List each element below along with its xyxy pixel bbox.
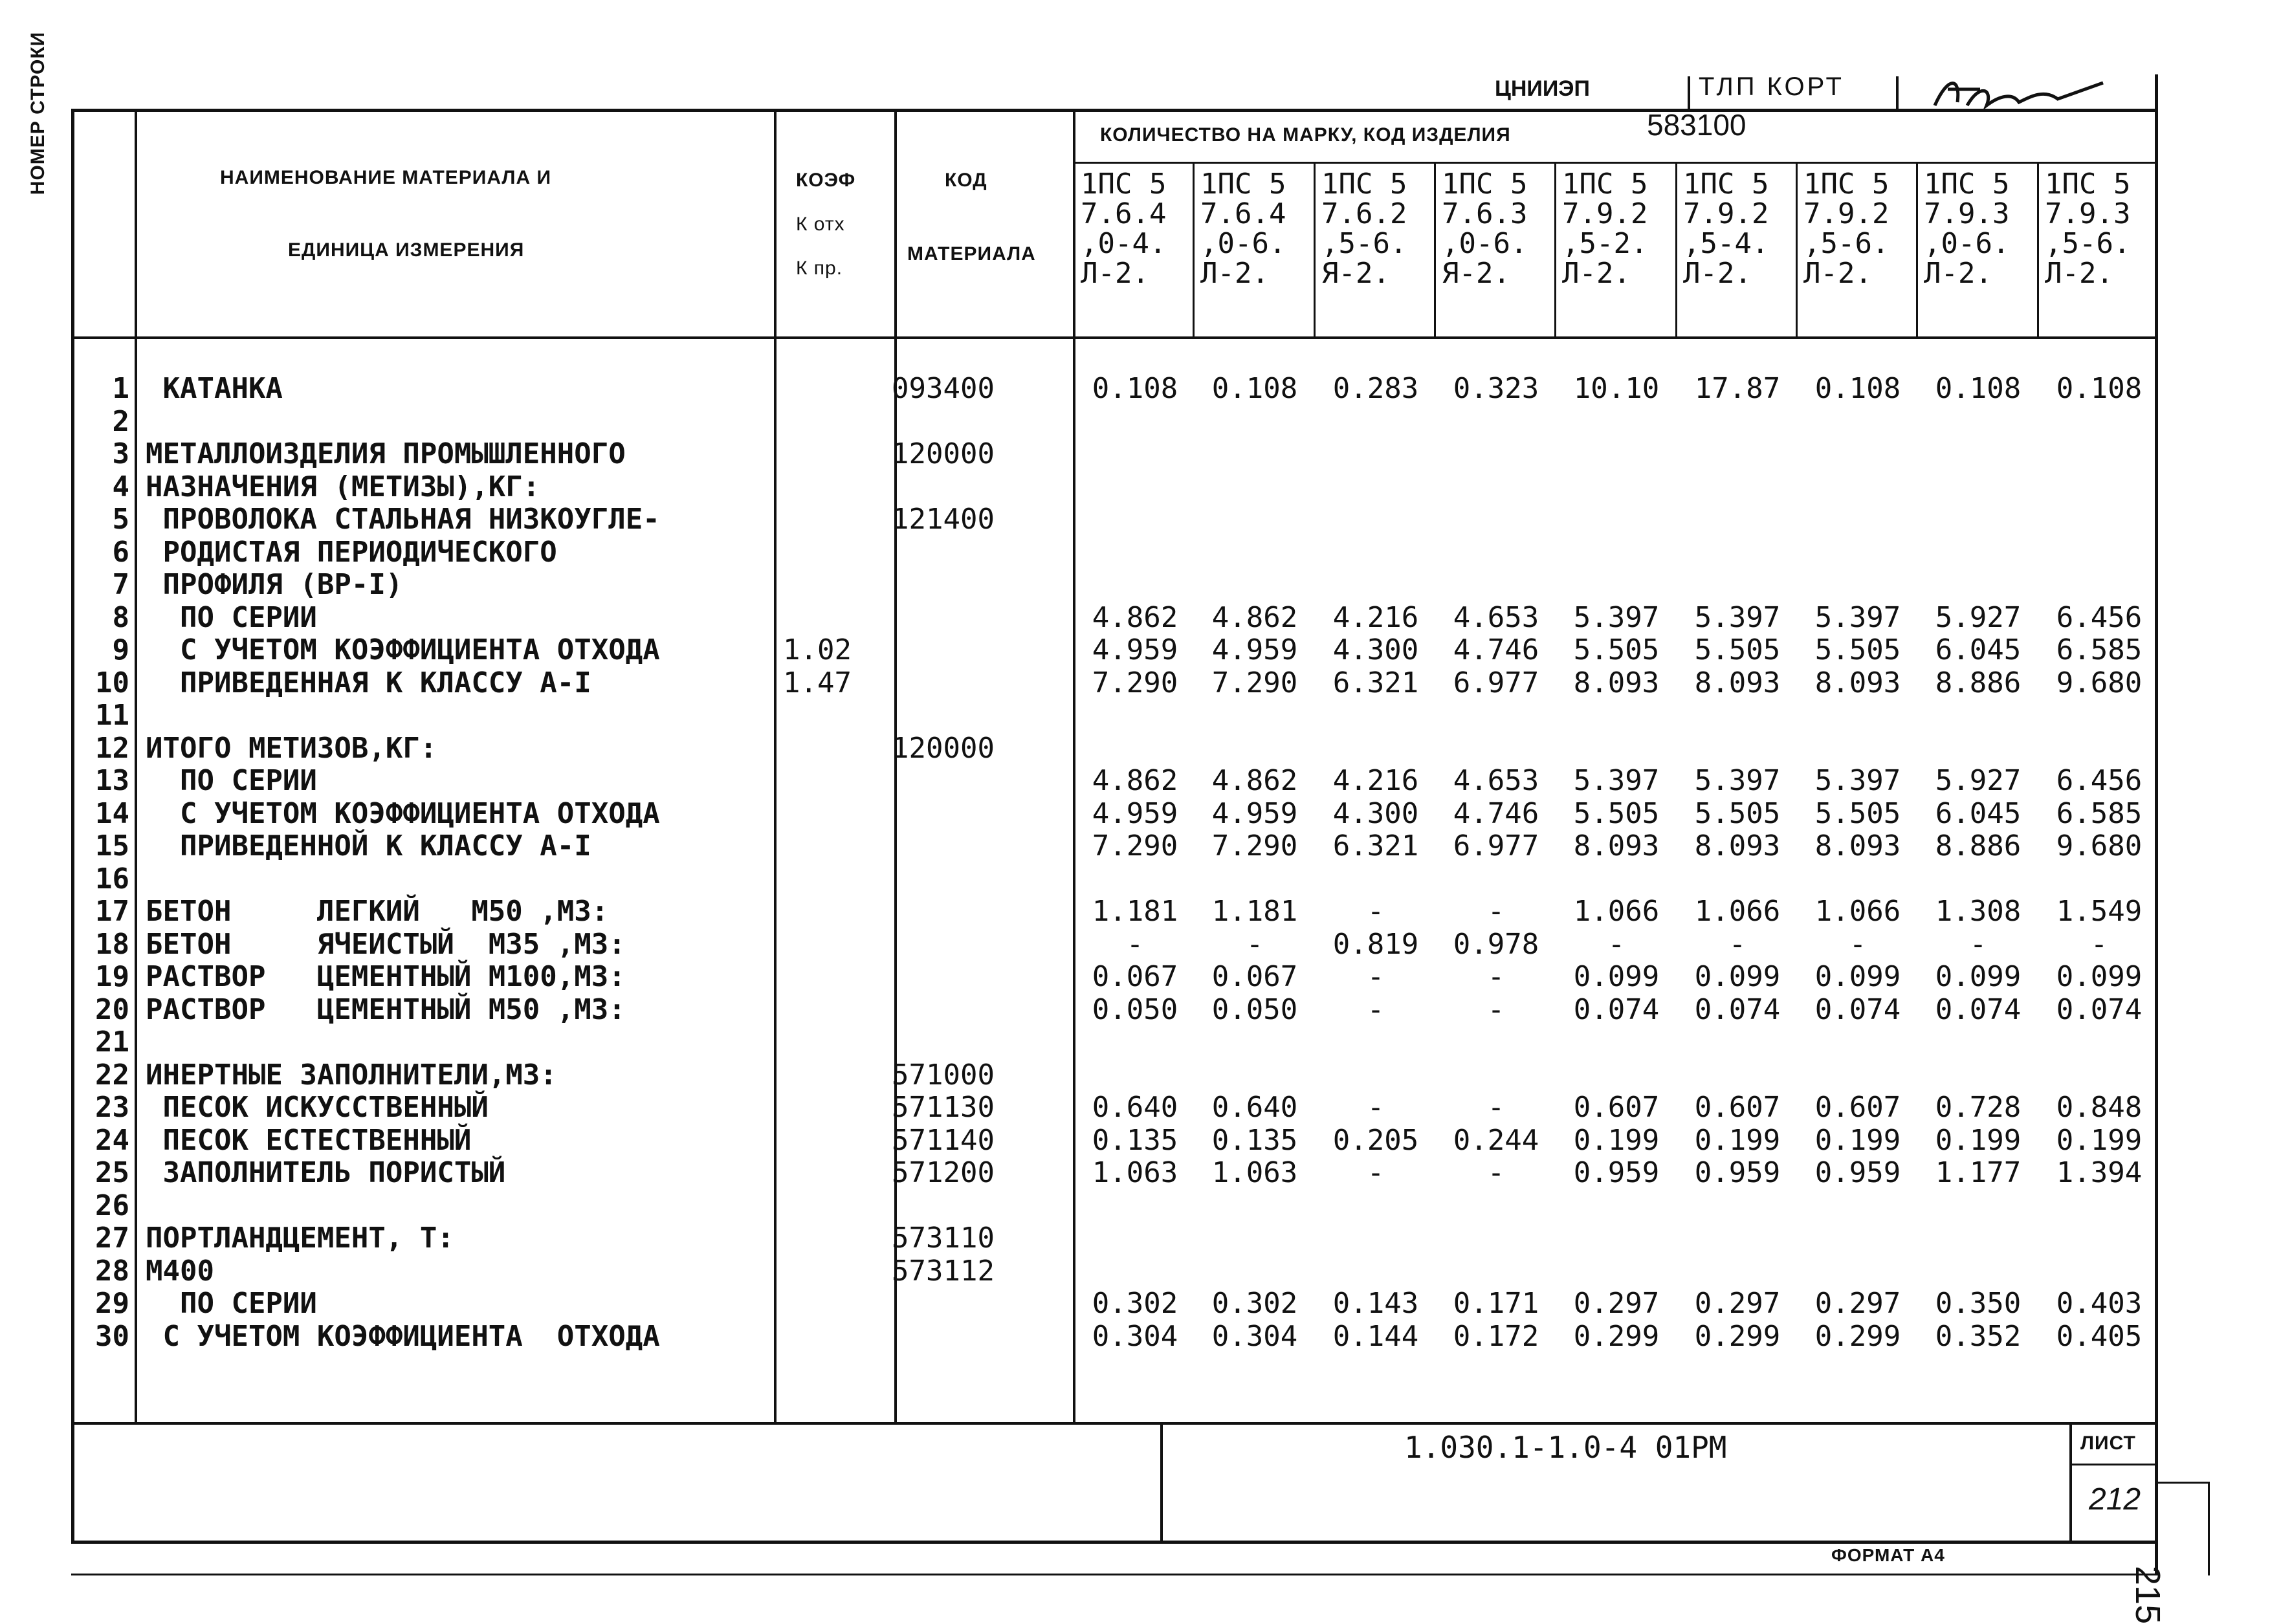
mark-line: ,0-6. [1924, 227, 2010, 260]
quantity-value: 4.862 [1092, 600, 1178, 634]
quantity-value: 0.135 [1092, 1123, 1178, 1157]
quantity-value: 4.959 [1092, 796, 1178, 830]
quantity-value: 0.640 [1211, 1091, 1298, 1124]
material-code: 121400 [892, 503, 995, 536]
quantity-value: 0.135 [1211, 1123, 1298, 1157]
mark-header-9 [2040, 170, 2165, 289]
quantity-value: 6.977 [1453, 829, 1539, 862]
stamp-dept: ТЛП КОРТ [1699, 72, 1844, 101]
material-name: ПО СЕРИИ [146, 600, 317, 634]
quantity-value: 5.397 [1814, 600, 1901, 634]
row-number: 7 [112, 568, 129, 601]
material-code: 573110 [892, 1222, 995, 1255]
quantity-value: 1.066 [1694, 895, 1781, 928]
quantity-value: 0.199 [1694, 1123, 1781, 1157]
row-number: 29 [95, 1287, 129, 1320]
row-number: 23 [95, 1091, 129, 1124]
row-number: 12 [95, 731, 129, 765]
mark-line: ,0-6. [1442, 227, 1528, 260]
material-name: ПРИВЕДЕННАЯ К КЛАССУ А-I [146, 666, 591, 699]
quantity-value: 4.216 [1332, 600, 1419, 634]
quantity-value: 6.585 [2056, 633, 2143, 666]
quantity-value: 0.607 [1694, 1091, 1781, 1124]
quantity-value: 0.067 [1211, 960, 1298, 993]
quantity-value: 0.099 [1573, 960, 1660, 993]
material-name: БЕТОН ЯЧЕИСТЫЙ М35 ,М3: [146, 927, 626, 961]
quantity-value: 0.302 [1211, 1287, 1298, 1320]
quantity-value: 4.746 [1453, 633, 1539, 666]
material-name: С УЧЕТОМ КОЭФФИЦИЕНТА ОТХОДА [146, 633, 660, 666]
material-code: 571130 [892, 1091, 995, 1124]
quantity-value: 0.640 [1092, 1091, 1178, 1124]
quantity-value: 8.093 [1694, 829, 1781, 862]
row-number: 21 [95, 1026, 129, 1059]
mark-header-6 [1678, 170, 1803, 289]
quantity-value: 4.959 [1092, 633, 1178, 666]
material-name: КАТАНКА [146, 372, 283, 405]
quantity-value: 0.352 [1935, 1319, 2022, 1353]
material-name: ИНЕРТНЫЕ ЗАПОЛНИТЕЛИ,М3: [146, 1058, 557, 1092]
header-coef-1: КОЭФ [796, 170, 856, 191]
row-number: 27 [95, 1222, 129, 1255]
quantity-value: 5.505 [1814, 633, 1901, 666]
quantity-value: 1.063 [1211, 1156, 1298, 1189]
quantity-value: 0.108 [1814, 372, 1901, 405]
row-number: 9 [112, 633, 129, 666]
quantity-value: 1.181 [1092, 895, 1178, 928]
quantity-value: 0.607 [1573, 1091, 1660, 1124]
quantity-value: 1.549 [2056, 895, 2143, 928]
quantity-value: - [1367, 993, 1385, 1026]
row-number: 5 [112, 503, 129, 536]
row-number: 6 [112, 535, 129, 569]
quantity-value: 0.108 [1935, 372, 2022, 405]
material-name: С УЧЕТОМ КОЭФФИЦИЕНТА ОТХОДА [146, 796, 660, 830]
quantity-value: - [1969, 927, 1987, 961]
quantity-value: - [1367, 1091, 1385, 1124]
mark-line: 1ПС 5 [2045, 168, 2131, 201]
quantity-value: 1.063 [1092, 1156, 1178, 1189]
material-name: НАЗНАЧЕНИЯ (МЕТИЗЫ),КГ: [146, 470, 540, 503]
quantity-value: 0.299 [1573, 1319, 1660, 1353]
material-name: ПРИВЕДЕННОЙ К КЛАССУ А-I [146, 829, 591, 862]
mark-line: Л-2. [1683, 257, 1752, 290]
quantity-value: 17.87 [1694, 372, 1781, 405]
quantity-value: - [1367, 960, 1385, 993]
mark-header-2 [1195, 170, 1321, 289]
material-code: 093400 [892, 372, 995, 405]
quantity-value: - [1126, 927, 1144, 961]
row-number: 8 [112, 600, 129, 634]
material-name: БЕТОН ЛЕГКИЙ М50 ,М3: [146, 895, 609, 928]
quantity-value: 0.074 [1573, 993, 1660, 1026]
quantity-value: 4.862 [1211, 764, 1298, 797]
quantity-value: 5.505 [1694, 633, 1781, 666]
header-material-name-2: ЕДИНИЦА ИЗМЕРЕНИЯ [288, 239, 525, 261]
mark-line: 1ПС 5 [1442, 168, 1528, 201]
mark-line: ,5-4. [1683, 227, 1769, 260]
quantity-value: 0.405 [2056, 1319, 2143, 1353]
mark-line: ,5-2. [1562, 227, 1648, 260]
quantity-value: 0.099 [1694, 960, 1781, 993]
quantity-value: 0.728 [1935, 1091, 2022, 1124]
format-label: ФОРМАТ А4 [1831, 1545, 1945, 1565]
quantity-value: 0.108 [1092, 372, 1178, 405]
quantity-value: - [1487, 993, 1505, 1026]
row-number: 3 [112, 437, 129, 470]
mark-line: Л-2. [1803, 257, 1872, 290]
mark-line: 7.6.4 [1081, 197, 1167, 230]
quantity-value: 0.108 [1211, 372, 1298, 405]
row-number: 25 [95, 1156, 129, 1189]
row-number: 2 [112, 404, 129, 438]
quantity-value: 0.074 [2056, 993, 2143, 1026]
coefficient: 1.02 [783, 633, 852, 666]
material-code: 571200 [892, 1156, 995, 1189]
material-name: ПО СЕРИИ [146, 764, 317, 797]
mark-line: 7.9.3 [1924, 197, 2010, 230]
material-name: ПРОФИЛЯ (ВР-I) [146, 568, 403, 601]
quantity-value: 10.10 [1573, 372, 1660, 405]
quantity-value: 8.886 [1935, 666, 2022, 699]
material-name: ПЕСОК ЕСТЕСТВЕННЫЙ [146, 1123, 472, 1157]
quantity-value: 0.074 [1694, 993, 1781, 1026]
quantity-value: 0.199 [1573, 1123, 1660, 1157]
quantity-value: 1.066 [1814, 895, 1901, 928]
mark-line: 7.6.2 [1321, 197, 1407, 230]
mark-line: 7.6.4 [1200, 197, 1286, 230]
header-coef-2: К отх [796, 214, 845, 235]
quantity-value: 0.323 [1453, 372, 1539, 405]
mark-header-7 [1798, 170, 1924, 289]
mark-line: 7.9.2 [1683, 197, 1769, 230]
material-name: РАСТВОР ЦЕМЕНТНЫЙ М100,М3: [146, 960, 626, 993]
material-name: ПО СЕРИИ [146, 1287, 317, 1320]
quantity-value: 0.050 [1092, 993, 1178, 1026]
quantity-value: 0.199 [2056, 1123, 2143, 1157]
row-number: 16 [95, 862, 129, 895]
mark-line: 1ПС 5 [1321, 168, 1407, 201]
quantity-value: 4.959 [1211, 633, 1298, 666]
quantity-value: 0.244 [1453, 1123, 1539, 1157]
quantity-value: 0.959 [1814, 1156, 1901, 1189]
mark-line: 1ПС 5 [1924, 168, 2010, 201]
mark-line: Л-2. [1200, 257, 1269, 290]
quantity-value: - [1367, 895, 1385, 928]
mark-line: ,5-6. [2045, 227, 2131, 260]
row-number: 20 [95, 993, 129, 1026]
mark-line: 7.6.3 [1442, 197, 1528, 230]
header-row-number: НОМЕР СТРОКИ [27, 31, 49, 195]
row-number: 13 [95, 764, 129, 797]
quantity-value: - [1728, 927, 1747, 961]
mark-line: Я-2. [1442, 257, 1510, 290]
material-name: ПОРТЛАНДЦЕМЕНТ, Т: [146, 1222, 454, 1255]
row-number: 18 [95, 927, 129, 961]
quantity-value: 4.746 [1453, 796, 1539, 830]
row-number: 4 [112, 470, 129, 503]
mark-header-1 [1075, 170, 1201, 289]
quantity-value: 7.290 [1211, 666, 1298, 699]
quantity-value: 5.505 [1573, 796, 1660, 830]
quantity-value: 1.066 [1573, 895, 1660, 928]
quantity-value: 6.045 [1935, 633, 2022, 666]
header-product-code: 583100 [1647, 108, 1747, 142]
quantity-value: 0.074 [1935, 993, 2022, 1026]
quantity-value: 0.099 [1814, 960, 1901, 993]
material-name: РОДИСТАЯ ПЕРИОДИЧЕСКОГО [146, 535, 557, 569]
quantity-value: 0.199 [1935, 1123, 2022, 1157]
quantity-value: 4.653 [1453, 764, 1539, 797]
mark-line: 1ПС 5 [1081, 168, 1167, 201]
quantity-value: 4.653 [1453, 600, 1539, 634]
quantity-value: 5.397 [1694, 764, 1781, 797]
mark-line: Я-2. [1321, 257, 1390, 290]
quantity-value: 8.886 [1935, 829, 2022, 862]
quantity-value: 0.199 [1814, 1123, 1901, 1157]
row-number: 28 [95, 1254, 129, 1288]
mark-line: ,0-4. [1081, 227, 1167, 260]
quantity-value: 0.848 [2056, 1091, 2143, 1124]
quantity-value: 0.959 [1694, 1156, 1781, 1189]
mark-line: 7.9.2 [1562, 197, 1648, 230]
quantity-value: - [1487, 1091, 1505, 1124]
quantity-value: 0.067 [1092, 960, 1178, 993]
quantity-value: - [1487, 1156, 1505, 1189]
header-code-2: МАТЕРИАЛА [907, 243, 1036, 265]
mark-header-4 [1437, 170, 1562, 289]
row-number: 26 [95, 1189, 129, 1222]
coefficient: 1.47 [783, 666, 852, 699]
quantity-value: 0.350 [1935, 1287, 2022, 1320]
material-name: ЗАПОЛНИТЕЛЬ ПОРИСТЫЙ [146, 1156, 506, 1189]
row-number: 22 [95, 1058, 129, 1092]
row-number: 10 [95, 666, 129, 699]
quantity-value: 0.959 [1573, 1156, 1660, 1189]
material-code: 573112 [892, 1254, 995, 1288]
quantity-value: 0.144 [1332, 1319, 1419, 1353]
mark-line: 7.9.3 [2045, 197, 2131, 230]
material-name: ПРОВОЛОКА СТАЛЬНАЯ НИЗКОУГЛЕ- [146, 503, 660, 536]
quantity-value: 0.074 [1814, 993, 1901, 1026]
side-page-number: 215 [2128, 1566, 2167, 1624]
quantity-value: 6.977 [1453, 666, 1539, 699]
quantity-value: 4.959 [1211, 796, 1298, 830]
row-number: 19 [95, 960, 129, 993]
quantity-value: 5.505 [1814, 796, 1901, 830]
quantity-value: 6.045 [1935, 796, 2022, 830]
material-name: ПЕСОК ИСКУССТВЕННЫЙ [146, 1091, 489, 1124]
quantity-value: 0.297 [1814, 1287, 1901, 1320]
mark-line: 1ПС 5 [1200, 168, 1286, 201]
quantity-value: 1.394 [2056, 1156, 2143, 1189]
quantity-value: 0.108 [2056, 372, 2143, 405]
quantity-value: 7.290 [1211, 829, 1298, 862]
quantity-value: 0.403 [2056, 1287, 2143, 1320]
quantity-value: - [2090, 927, 2108, 961]
quantity-value: 6.585 [2056, 796, 2143, 830]
header-code-1: КОД [945, 170, 987, 191]
quantity-value: 0.205 [1332, 1123, 1419, 1157]
mark-header-8 [1919, 170, 2044, 289]
quantity-value: 5.505 [1573, 633, 1660, 666]
quantity-value: 0.607 [1814, 1091, 1901, 1124]
row-number: 14 [95, 796, 129, 830]
quantity-value: 5.505 [1694, 796, 1781, 830]
quantity-value: - [1607, 927, 1625, 961]
quantity-value: 0.099 [1935, 960, 2022, 993]
row-number: 24 [95, 1123, 129, 1157]
material-code: 571000 [892, 1058, 995, 1092]
row-number: 1 [112, 372, 129, 405]
material-code: 120000 [892, 731, 995, 765]
quantity-value: - [1246, 927, 1264, 961]
mark-header-3 [1316, 170, 1442, 289]
quantity-value: 0.283 [1332, 372, 1419, 405]
material-name: ИТОГО МЕТИЗОВ,КГ: [146, 731, 437, 765]
mark-line: ,5-6. [1803, 227, 1890, 260]
stamp-org: ЦНИИЭП [1495, 76, 1590, 101]
sheet-number: 212 [2089, 1482, 2141, 1517]
mark-line: 7.9.2 [1803, 197, 1890, 230]
quantity-value: 8.093 [1573, 666, 1660, 699]
quantity-value: 0.302 [1092, 1287, 1178, 1320]
material-name: М400 [146, 1254, 214, 1288]
mark-line: Л-2. [1081, 257, 1149, 290]
quantity-value: 0.299 [1814, 1319, 1901, 1353]
quantity-value: 7.290 [1092, 666, 1178, 699]
row-number: 15 [95, 829, 129, 862]
quantity-value: 6.456 [2056, 764, 2143, 797]
quantity-value: 0.299 [1694, 1319, 1781, 1353]
quantity-value: 8.093 [1694, 666, 1781, 699]
quantity-value: 0.050 [1211, 993, 1298, 1026]
row-number: 11 [95, 699, 129, 732]
sheet-label: ЛИСТ [2080, 1432, 2136, 1454]
header-material-name-1: НАИМЕНОВАНИЕ МАТЕРИАЛА И [220, 167, 552, 188]
quantity-value: - [1849, 927, 1867, 961]
mark-line: 1ПС 5 [1562, 168, 1648, 201]
quantity-value: 8.093 [1814, 829, 1901, 862]
top-stamp [1469, 70, 2155, 110]
quantity-value: - [1487, 895, 1505, 928]
quantity-value: 6.321 [1332, 666, 1419, 699]
quantity-value: 1.181 [1211, 895, 1298, 928]
quantity-value: 8.093 [1814, 666, 1901, 699]
quantity-value: 1.308 [1935, 895, 2022, 928]
header-coef-3: К пр. [796, 258, 843, 279]
quantity-value: 5.927 [1935, 600, 2022, 634]
quantity-value: 0.304 [1211, 1319, 1298, 1353]
quantity-value: 0.099 [2056, 960, 2143, 993]
quantity-value: 4.862 [1092, 764, 1178, 797]
quantity-value: 4.300 [1332, 796, 1419, 830]
quantity-value: 9.680 [2056, 829, 2143, 862]
material-code: 120000 [892, 437, 995, 470]
quantity-value: 0.171 [1453, 1287, 1539, 1320]
material-name: МЕТАЛЛОИЗДЕЛИЯ ПРОМЫШЛЕННОГО [146, 437, 626, 470]
quantity-value: 4.862 [1211, 600, 1298, 634]
mark-line: Л-2. [2045, 257, 2113, 290]
mark-line: ,0-6. [1200, 227, 1286, 260]
mark-line: 1ПС 5 [1683, 168, 1769, 201]
quantity-value: - [1487, 960, 1505, 993]
quantity-value: 0.304 [1092, 1319, 1178, 1353]
quantity-value: 5.397 [1573, 764, 1660, 797]
quantity-value: 5.397 [1814, 764, 1901, 797]
quantity-value: - [1367, 1156, 1385, 1189]
quantity-value: 6.456 [2056, 600, 2143, 634]
row-number: 30 [95, 1319, 129, 1353]
quantity-value: 7.290 [1092, 829, 1178, 862]
doc-code: 1.030.1-1.0-4 01РМ [1404, 1430, 1727, 1465]
quantity-value: 0.297 [1573, 1287, 1660, 1320]
quantity-value: 5.397 [1694, 600, 1781, 634]
quantity-value: 5.397 [1573, 600, 1660, 634]
quantity-value: 0.172 [1453, 1319, 1539, 1353]
mark-line: Л-2. [1562, 257, 1631, 290]
header-quantity: КОЛИЧЕСТВО НА МАРКУ, КОД ИЗДЕЛИЯ [1100, 124, 1511, 146]
mark-line: ,5-6. [1321, 227, 1407, 260]
quantity-value: 9.680 [2056, 666, 2143, 699]
material-code: 571140 [892, 1123, 995, 1157]
quantity-value: 6.321 [1332, 829, 1419, 862]
row-number: 17 [95, 895, 129, 928]
quantity-value: 8.093 [1573, 829, 1660, 862]
quantity-value: 4.216 [1332, 764, 1419, 797]
quantity-value: 0.143 [1332, 1287, 1419, 1320]
quantity-value: 0.297 [1694, 1287, 1781, 1320]
material-name: С УЧЕТОМ КОЭФФИЦИЕНТА ОТХОДА [146, 1319, 660, 1353]
mark-header-5 [1557, 170, 1682, 289]
mark-line: 1ПС 5 [1803, 168, 1890, 201]
quantity-value: 0.819 [1332, 927, 1419, 961]
quantity-value: 5.927 [1935, 764, 2022, 797]
mark-line: Л-2. [1924, 257, 1992, 290]
quantity-value: 4.300 [1332, 633, 1419, 666]
quantity-value: 0.978 [1453, 927, 1539, 961]
quantity-value: 1.177 [1935, 1156, 2022, 1189]
material-name: РАСТВОР ЦЕМЕНТНЫЙ М50 ,М3: [146, 993, 626, 1026]
